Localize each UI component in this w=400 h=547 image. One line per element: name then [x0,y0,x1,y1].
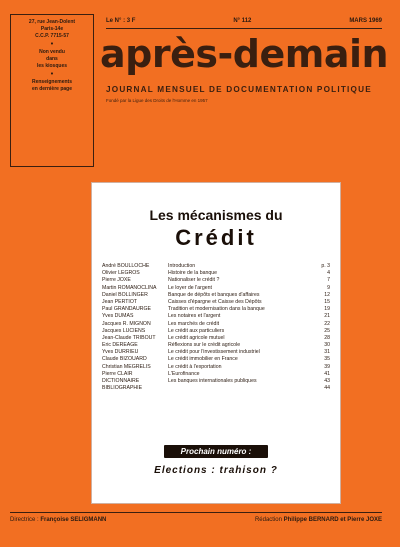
toc-author: DICTIONNAIRE [102,378,140,384]
notice-line: les kiosques [36,63,67,69]
page [10,14,389,539]
price: Le N° : 3 F [106,18,136,24]
toc-title [168,385,318,392]
director-label: Directrice : [10,517,39,523]
table-of-contents [102,263,330,392]
toc-page: 19 [324,306,330,313]
toc-row [102,299,330,306]
toc-page: 9 [327,284,330,291]
toc-page: 12 [324,291,330,298]
toc-page: 28 [324,334,330,341]
toc-row [102,385,330,392]
info-line: Renseignements [31,79,72,85]
toc-author: Pierre JOXE [102,277,131,284]
bullet-icon: • [50,41,54,48]
toc-title: Caisses d'épargne et Caisse des Dépôts [168,298,262,305]
notice-line: Non vendu [39,49,65,55]
toc-author: Jacques R. MIGNON [102,320,151,327]
toc-page: 22 [324,320,330,327]
toc-author: BIBLIOGRAPHIE [102,385,143,392]
next-issue-title: Elections : trahison ? [154,465,278,476]
toc-title: Histoire de la banque [168,270,218,277]
toc-row [102,313,330,320]
dossier-title-line2: Crédit [175,225,257,250]
director-credit [10,517,106,523]
toc-row [102,378,330,385]
toc-title: Le loyer de l'argent [168,284,212,291]
bullet-icon: • [50,71,54,78]
address-line-1: 27, rue Jean-Dolent [28,19,76,25]
toc-author: Jean PERTIOT [102,298,138,305]
toc-row [102,292,330,299]
toc-row [102,328,330,335]
toc-page: 35 [324,356,330,363]
toc-page: 25 [324,327,330,334]
journal-title: après-demain [100,32,389,76]
issue-number: N° 112 [233,18,252,24]
sidebar-box [10,14,94,167]
toc-title: Les banques internationales publiques [168,378,257,384]
toc-title: Le crédit à l'exportation [168,363,222,370]
journal-subtitle: JOURNAL MENSUEL DE DOCUMENTATION POLITIQUE [106,85,372,94]
toc-row [102,371,330,378]
editors-credit [255,517,382,523]
masthead-bar [106,14,382,29]
toc-author: Jacques LUCIENS [102,327,146,334]
toc-author: Martin ROMANOCLINA [102,284,157,291]
toc-title: Le crédit agricole mutuel [168,334,225,341]
toc-author: Yves DURRIEU [102,349,139,356]
toc-author: Claude BIZOUARD [102,356,147,363]
toc-row [102,356,330,363]
toc-page: 30 [324,342,330,349]
toc-row [102,335,330,342]
info-line: en dernière page [31,86,72,92]
toc-author: Olivier LEGROS [102,270,140,277]
toc-title: L'Eurofinance [168,370,200,377]
toc-author: Christian MEGRELIS [102,363,151,370]
toc-row [102,306,330,313]
toc-row [102,277,330,284]
toc-author: André BOULLOCHE [102,263,150,269]
toc-title: Le crédit aux particuliers [168,327,225,334]
dossier-title-line1: Les mécanismes du [149,207,283,223]
toc-row [102,364,330,371]
toc-page: 43 [324,378,330,384]
founded-note: Fondé par la Ligue des Droits de l'Homme en 1957 [106,98,208,103]
next-issue-label: Prochain numéro : [164,445,268,458]
toc-page: 44 [324,385,330,392]
toc-page: p. 3 [321,263,330,269]
editors-label: Rédaction [254,517,282,523]
toc-author: Paul GRANDAURGE [102,306,152,313]
toc-row [102,270,330,277]
toc-title: Les marchés de crédit [168,320,220,327]
toc-page: 4 [327,270,330,277]
toc-page: 41 [324,370,330,377]
toc-author: Daniel BOLLINGER [102,291,148,298]
address-line-3: C.C.P. 7715-57 [35,33,69,39]
director-name: Françoise SELIGMANN [40,517,107,523]
toc-page: 21 [324,313,330,320]
toc-row [102,263,330,270]
toc-page: 39 [324,363,330,370]
toc-title: Tradition et modernisation dans la banque [168,306,265,313]
toc-title: Réflexions sur le crédit agricole [168,342,241,349]
credits-bar [10,512,382,523]
toc-title: Nationaliser le crédit ? [168,277,220,284]
toc-title: Les notaires et l'argent [168,313,221,320]
dossier-panel [91,182,341,504]
toc-page: 7 [327,277,330,284]
toc-title: Le crédit pour l'investissement industriel [168,349,260,356]
editors-names: Philippe BERNARD et Pierre JOXE [283,517,382,523]
toc-row [102,349,330,356]
toc-row [102,321,330,328]
toc-author: Eric DEREAGE [102,342,138,349]
toc-title: Banque de dépôts et banques d'affaires [168,291,260,298]
issue-date: MARS 1969 [349,18,382,24]
address-line-2: Paris-14e [40,26,64,32]
toc-title: Introduction [168,263,196,269]
toc-author: Pierre CLAIR [102,370,133,377]
toc-page: 31 [324,349,330,356]
toc-author: Jean-Claude TRIBOUT [102,334,156,341]
toc-author: Yves DUMAS [102,313,134,320]
toc-row [102,342,330,349]
toc-page: 15 [324,298,330,305]
toc-title: Le crédit immobilier en France [168,356,238,363]
toc-row [102,285,330,292]
notice-line: dans [46,56,58,62]
